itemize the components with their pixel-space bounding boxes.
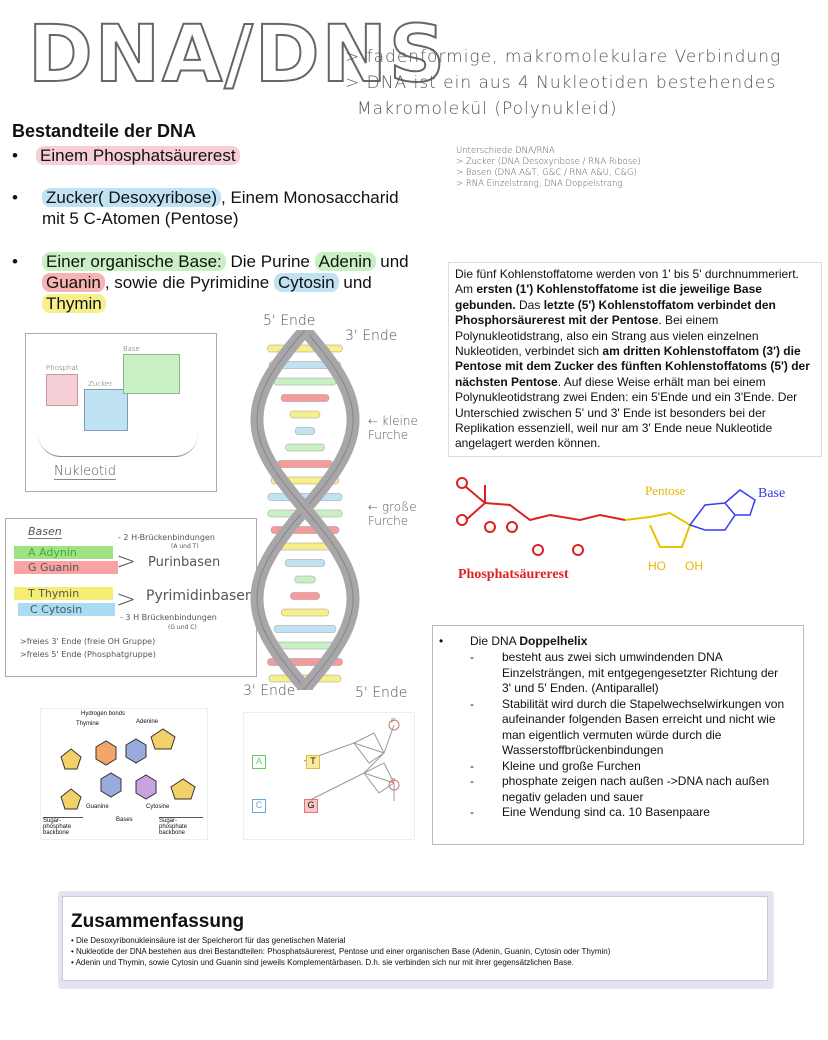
base-guanin: G Guanin: [14, 561, 118, 574]
h3-bonds: - 3 H Brückenbindungen: [120, 613, 217, 622]
brace: [38, 434, 198, 457]
base-pair: [285, 560, 325, 567]
fig-label: Hydrogen bonds: [81, 711, 126, 717]
item-text: Kleine und große Furchen: [502, 758, 641, 773]
dash: -: [470, 758, 474, 773]
text: mit 5 C-Atomen (Pentose): [42, 209, 239, 228]
label-5-end-top: 5' Ende: [263, 313, 316, 329]
base-pair: [290, 593, 319, 600]
base-block: [123, 354, 180, 394]
intro: [345, 44, 781, 122]
bullet-sugar: • Zucker( Desoxyribose) , Einem Monosaccharid mit 5 C-Atomen (Pentose): [12, 188, 399, 228]
fig-label: Sugar-phosphate backbone: [43, 817, 83, 836]
fig-label: Thymine: [76, 721, 100, 727]
label-3-end-bottom: 3' Ende: [243, 683, 296, 699]
base-pair: [274, 378, 336, 385]
pair-c: C: [252, 799, 266, 813]
text: Die Purine: [225, 252, 315, 271]
fig-label: Sugar-phosphate backbone: [159, 817, 203, 836]
label-minor-groove: ← kleine Furche: [368, 414, 418, 442]
pair-a: A: [252, 755, 266, 769]
bullet-base: • Einer organische Base: Die Purine Adenin und Guanin , sowie die Pyrimidine Cytosin und Thymin: [12, 252, 409, 313]
free-5-end: >freies 5' Ende (Phosphatgruppe): [20, 650, 156, 659]
doppelhelix-item: [470, 805, 790, 821]
fig-label: Adenine: [136, 719, 159, 725]
pair-g: G: [304, 799, 318, 813]
dash: -: [470, 650, 474, 664]
dash: -: [470, 805, 474, 819]
pair-t: T: [306, 755, 320, 769]
doppelhelix-box: • Die DNA Doppelhelix - besteht aus zwei sich umwindenden DNA Einzelsträngen, mit entgegengesetzter Richtung der 3' und 5' Enden. (Antiparallel) - Stabilität wird durch die Stapelwechselwirkungen von aufeinander folgenden Basen erreicht und nicht wie man eigentlich vermuten würde durch die Wasserstoffbrückenbindungen - Kleine und große Furchen - phosphate zeigen nach außen ->DNA nach außen negativ geladen und sauer - Eine Wendung sind ca. 10 Basenpaare: [432, 625, 804, 845]
text: Die fünf Kohlenstoffatome werden von 1' bis 5' durchnummeriert. Am: [455, 267, 799, 297]
carbon-text-box: [448, 262, 822, 457]
base-pair: [281, 609, 328, 616]
base-cytosin: C Cytosin: [18, 603, 115, 616]
text: , Einem Monosaccharid: [221, 188, 399, 207]
summary-item: • Adenin und Thymin, sowie Cytosin und Guanin sind jeweils Komplementärbasen. D.h. sie verbinden sich nur mit ihrer gegensätzlichen Base.: [71, 958, 574, 967]
base-adenin: A Adynin: [14, 546, 113, 559]
text: . Bei einem Polynukleotidstrang, also ein Strang aus vielen einzelnen Nukleotiden, verbindet sich: [455, 313, 759, 359]
bracket: >: [116, 585, 137, 613]
doppelhelix-list: [470, 650, 790, 821]
text: und: [375, 252, 409, 271]
pairing-lines: [244, 713, 414, 839]
summary-item: • Nukleotide der DNA bestehen aus drei Bestandteilen: Phosphatsäurerest, Pentose und einer organischen Base (Adenin, Guanin, Cytosin oder Thymin): [71, 947, 611, 956]
highlight-thymin: Thymin: [42, 294, 106, 313]
base-pair: [277, 461, 332, 468]
nucleotide-sketch: [25, 333, 217, 492]
chemical-structure-figure: [450, 475, 810, 590]
phosphate-p: P: [391, 778, 396, 785]
base-pair: [295, 428, 315, 435]
sugar-block: [84, 389, 128, 431]
fig-label: Guanine: [86, 804, 109, 810]
ho-label: HO: [648, 559, 666, 573]
summary-item: • Die Desoxyribonukleinsäure ist der Speicherort für das genetischen Material: [71, 936, 346, 945]
summary-frame: [58, 891, 774, 989]
base-pair: [274, 626, 336, 633]
base-pair: [290, 411, 320, 418]
text: , sowie die Pyrimidine: [104, 273, 274, 292]
hydrogen-bonds-figure: [40, 708, 208, 840]
note-line: > Zucker (DNA Desoxyribose / RNA Ribose): [456, 157, 641, 167]
free-3-end: >freies 3' Ende (freie OH Gruppe): [20, 637, 156, 646]
text: Das: [515, 297, 544, 312]
pentose-label: Pentose: [645, 483, 686, 498]
doppelhelix-item: [470, 650, 790, 697]
dash: -: [470, 774, 474, 788]
note-line: > RNA Einzelstrang, DNA Doppelstrang: [456, 179, 623, 189]
bullet-phosphate: • Einem Phosphatsäurerest: [0, 145, 430, 166]
fig-label: Bases: [116, 817, 133, 823]
highlight-adenin: Adenin: [315, 252, 376, 271]
doppelhelix-item: [470, 759, 790, 775]
note-line: > Basen (DNA A&T, G&C / RNA A&U, C&G): [456, 168, 637, 178]
summary-box: [62, 896, 768, 981]
label-5-end-bottom: 5' Ende: [355, 685, 408, 701]
phosphate-block: [46, 374, 78, 406]
item-text: phosphate zeigen nach außen ->DNA nach außen negativ geladen und sauer: [502, 774, 770, 804]
highlight-sugar: Zucker( Desoxyribose): [42, 188, 221, 207]
highlight-base: Einer organische Base:: [42, 252, 226, 271]
nukleotid-label: Nukleotid: [54, 464, 117, 479]
text: und: [338, 273, 372, 292]
base-label: Base: [758, 486, 786, 501]
text: . Auf diese Weise erhält man bei einem Polynukleotidstrang zwei Enden: ein 5'Ende und ein 3'Ende. Der Unterschied zwischen 5' und 3' Ende ist besonders bei der Replikation essenziell, weil nur am 3' Ende neue Nukleotide angelagert werden können.: [455, 374, 798, 451]
dna-helix-drawing: [245, 330, 365, 690]
phosphate-p: P: [391, 718, 396, 725]
highlight-phosphate: Einem Phosphatsäurerest: [36, 146, 240, 165]
helix-svg: [245, 330, 365, 690]
highlight-guanin: Guanin: [42, 273, 105, 292]
bracket: >: [116, 547, 137, 575]
intro-line: > DNA ist ein aus 4 Nukleotiden bestehendes: [345, 73, 777, 93]
text-bold: ersten (1') Kohlenstoffatome ist die jeweilige Base gebunden.: [455, 282, 762, 312]
highlight-cytosin: Cytosin: [274, 273, 339, 292]
doppelhelix-item: [470, 697, 790, 759]
text-bold: Doppelhelix: [519, 634, 588, 648]
text: Die DNA: [470, 634, 520, 648]
intro-line: Makromolekül (Polynukleid): [357, 99, 618, 119]
bases-title: Basen: [28, 525, 62, 538]
label-3-end-top: 3' Ende: [345, 328, 398, 344]
base-pair: [286, 444, 325, 451]
h2-sub: (A und T): [171, 543, 199, 550]
base-pair: [268, 345, 343, 352]
text-bold: letzte (5') Kohlenstoffatom verbindet den Phosphorsäurerest mit der Pentose: [455, 297, 776, 328]
nucleotide-chain-diagram: [450, 475, 810, 590]
h2-bonds: - 2 H-Brückenbindungen: [118, 533, 215, 542]
base-thymin: T Thymin: [14, 587, 113, 600]
item-text: besteht aus zwei sich umwindenden DNA Einzelsträngen, mit entgegengesetzter Richtung der 3' und 5' Enden. (Antiparallel): [502, 650, 779, 695]
purinbasen: Purinbasen: [148, 555, 221, 570]
molecule-diagram: [41, 717, 207, 817]
item-text: Eine Wendung sind ca. 10 Basenpaare: [502, 805, 710, 819]
label-major-groove: ← große Furche: [368, 500, 417, 528]
doppelhelix-item: [470, 774, 790, 805]
h3-sub: (G und C): [168, 624, 197, 631]
phosphat-label: Phosphat: [46, 364, 79, 372]
differences-note: [456, 146, 641, 190]
summary-title: Zusammenfassung: [71, 911, 245, 932]
oh-label: OH: [685, 559, 703, 573]
text-bold: am dritten Kohlenstoffatom (3') die Pentose mit dem Zucker des fünften Kohlenstoffatoms (5') der nächsten Pentose: [455, 344, 810, 389]
base-pair: [295, 576, 316, 583]
base-pairing-figure: [243, 712, 415, 840]
note-line: Unterschiede DNA/RNA: [456, 146, 555, 156]
dash: -: [470, 696, 474, 711]
page-title: DNA/DNS: [28, 10, 448, 100]
bases-box: [5, 518, 257, 677]
base-pair: [281, 395, 329, 402]
item-text: Stabilität wird durch die Stapelwechselwirkungen von aufeinander folgenden Basen erreicht und nicht wie man eigentlich vermuten würde durch die Wasserstoffbrückenbindungen: [502, 696, 785, 757]
zucker-label: Zucker: [88, 380, 113, 388]
phosphate-label: Phosphatsäurerest: [458, 567, 569, 582]
pyrimidinbasen: Pyrimidinbasen: [146, 588, 254, 604]
base-pair: [277, 543, 333, 550]
fig-label: Cytosine: [146, 804, 170, 810]
intro-line: > fadenförmige, makromolekulare Verbindung: [345, 47, 782, 67]
section-heading: Bestandteile der DNA: [12, 121, 197, 141]
base-label: Base: [123, 345, 140, 353]
